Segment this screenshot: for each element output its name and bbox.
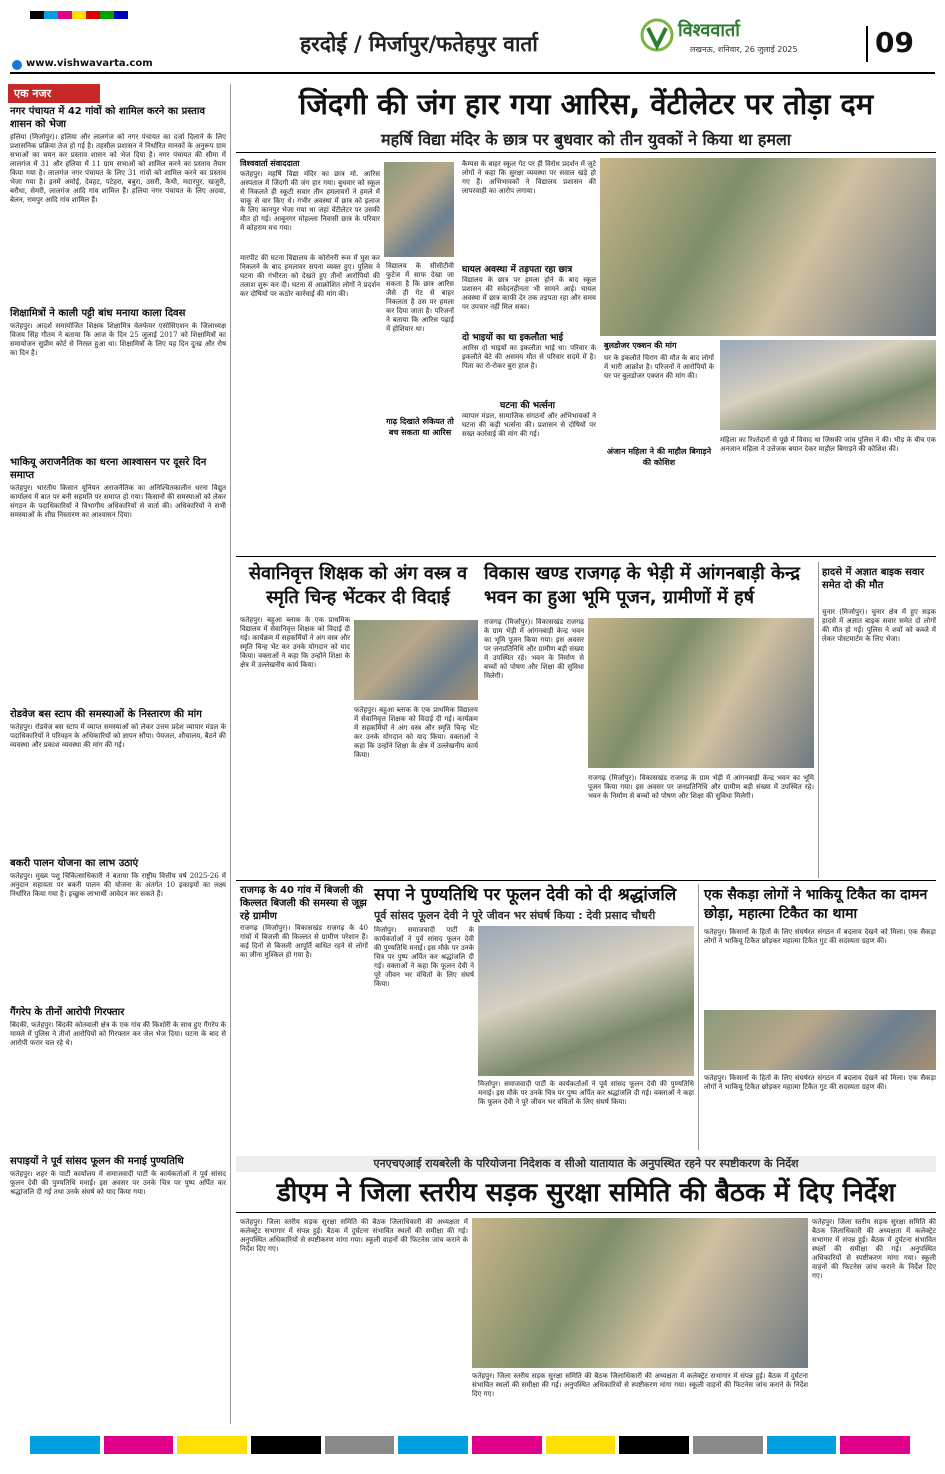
accident-headline: हादसे में अज्ञात बाइक सवार समेत दो की मौत: [822, 567, 925, 591]
sidebar-story-title: बकरी पालन योजना का लाभ उठाएं: [10, 858, 139, 869]
teacher-photo: [354, 620, 478, 700]
footer-registration-bar: [30, 1436, 910, 1458]
sidebar: [8, 84, 231, 1424]
teacher-headline: सेवानिवृत्त शिक्षक को अंग वस्त्र व स्मृति चिन्ह भेंटकर दी विदाई: [248, 563, 468, 608]
bku-photo: [704, 1010, 936, 1070]
lead-sub-3: घटना की भर्त्सना: [500, 401, 556, 411]
lead-body-1: फतेहपुर। महर्षि विद्या मंदिर का छात्र मो. आरिस अस्पताल में जिंदगी की जंग हार गया। बुधवार को स्कूल से निकलते ही स्कूटी सवार तीन हमलावरों ने हमले में चाकू से वार किए थे। गंभीर अवस्था में छात्र को इलाज के लिए कानपुर भेजा गया था जहां वेंटीलेटर पर उसकी मौत हो गई। आबूनगर मोहल्ला निवासी छात्र के परिवार में कोहराम मच गया।: [240, 170, 380, 232]
sidebar-story-body: फतेहपुर। मुख्य पशु चिकित्साधिकारी ने बताया कि राष्ट्रीय वित्तीय वर्ष 2025-26 में अनुदान सहायता पर बकरी पालन की योजना के अंतर्गत 10 इकाइयों का लक्ष्य निर्धारित किया गया है। इच्छुक लाभार्थी आवेदन कर सकते हैं।: [10, 872, 226, 898]
sidebar-story-body: हलिया (मिर्जापुर)। हलिया और लालगंज को नगर पंचायत का दर्जा दिलाने के लिए प्रशासनिक प्रक्रिया तेज हो गई है। तहसील प्रशासन ने निर्धारित मानकों के अनुरूप ग्राम सभाओं का चयन कर प्रस्ताव शासन को भेज दिया है। नगर पंचायत की सीमा में लालगंज में 31 और हलिया में 11 ग्राम सभाओं को शामिल करने का प्रस्ताव तैयार किया गया है। लालगंज नगर पंचायत के लिए 31 गांवों को शामिल करने का प्रस्ताव भेजा गया है। इनमें अमोई, देवहट, पटेहरा, बबुरा, उसरी, कैथी, मदारपुर, खजुरी, बरौधा, सेमरी, लालगंज आदि गांव शामिल हैं। हलिया नगर पंचायत के लिए अदवा, बेलन, रामपुर आदि गांव शामिल हैं।: [10, 133, 226, 204]
phoolan-subhead: पूर्व सांसद फूलन देवी ने पूरे जीवन भर संघर्ष किया : देवी प्रसाद चौधरी: [374, 909, 656, 922]
phoolan-photo: [478, 926, 694, 1076]
sidebar-story-title: सपाइयों ने पूर्व सांसद फूलन की मनाई पुण्यतिथि: [10, 1156, 184, 1167]
sidebar-story: [10, 857, 226, 1002]
sidebar-story-title: गैंगरेप के तीनों आरोपी गिरफ्तार: [10, 1007, 125, 1018]
power-headline: राजगढ़ के 40 गांव में बिजली की किल्लत बिजली की समस्या से जूझ रहे ग्रामीण: [240, 885, 367, 922]
road-body: फतेहपुर। जिला स्तरीय सड़क सुरक्षा समिति की बैठक जिलाधिकारी की अध्यक्षता में कलेक्ट्रेट सभागार में संपन्न हुई। बैठक में दुर्घटना संभावित स्थलों की समीक्षा की गई। अनुपस्थित अधिकारियों से स्पष्टीकरण मांगा गया। स्कूली वाहनों की फिटनेस जांच कराने के निर्देश दिए गए।: [240, 1218, 468, 1253]
phoolan-body: मिर्जापुर। समाजवादी पार्टी के कार्यकर्ताओं ने पूर्व सांसद फूलन देवी की पुण्यतिथि मनाई। इस मौके पर उनके चित्र पर पुष्प अर्पित कर श्रद्धांजलि दी गई। वक्ताओं ने कहा कि फूलन देवी ने पूरे जीवन भर वंचितों के लिए संघर्ष किया।: [374, 926, 474, 988]
sidebar-story-body: फतेहपुर। शहर के पार्टी कार्यालय में समाजवादी पार्टी के कार्यकर्ताओं ने पूर्व सांसद फूलन देवी की पुण्यतिथि मनाई। इस अवसर पर उनके चित्र पर पुष्प अर्पित कर श्रद्धांजलि दी गई तथा उनके संघर्ष को याद किया गया।: [10, 1170, 226, 1196]
color-registration-bar: [30, 4, 150, 12]
anganwadi-body-2: राजगढ़ (मिर्जापुर)। विकासखंड राजगढ़ के ग्राम भेड़ी में आंगनबाड़ी केन्द्र भवन का भूमि पूजन किया गया। इस अवसर पर जनप्रतिनिधि और ग्रामीण बड़ी संख्या में उपस्थित रहे। भवन के निर्माण से बच्चों को पोषण और शिक्षा की सुविधा मिलेगी।: [588, 774, 814, 800]
lead-sub-1: घायल अवस्था में तड़पता रहा छात्र: [462, 265, 573, 275]
lead-sub-2: दो भाइयों का था इकलौता भाई: [462, 333, 564, 343]
anganwadi-headline: विकास खण्ड राजगढ़ के भेड़ी में आंगनबाड़ी केन्द्र भवन का हुआ भूमि पूजन, ग्रामीणों में हर्ष: [484, 563, 800, 608]
globe-icon: [12, 60, 22, 70]
lead-body-4: कैम्पस के बाहर स्कूल गेट पर ही विरोध प्रदर्शन में जुटे लोगों ने कहा कि सुरक्षा व्यवस्था पर सवाल खड़े हो गए हैं। अभिभावकों ने विद्यालय प्रशासन की लापरवाही का आरोप लगाया।: [462, 160, 596, 195]
sidebar-story-title: रोडवेज बस स्टाप की समस्याओं के निस्तारण की मांग: [10, 709, 202, 720]
lead-caption-2: बुलडोजर एक्शन की मांग: [604, 341, 677, 350]
header-section-title: हरदोई / मिर्जापुर/फतेहपुर वार्ता: [300, 32, 538, 56]
anganwadi-photo: [588, 618, 814, 768]
phoolan-headline: सपा ने पुण्यतिथि पर फूलन देवी को दी श्रद्धांजलि: [374, 885, 677, 905]
dateline: लखनऊ, शनिवार, 26 जुलाई 2025: [690, 45, 798, 54]
lead-body-2: मारपीट की घटना विद्यालय के कोरोनरी रूम में घुस कर निकलने के बाद हमलावर सपना व्यक्त हुए। पुलिस ने घटना की गंभीरता को देखते हुए तीनों आरोपियों की तलाश शुरू कर दी। घटना से आक्रोशित लोगों ने प्रदर्शन कर दोषियों पर कठोर कार्रवाई की मांग की।: [240, 254, 380, 298]
lead-body-5: विद्यालय के छात्र पर हमला होने के बाद स्कूल प्रशासन की संवेदनहीनता भी सामने आई। घायल अवस्था में छात्र काफी देर तक तड़पता रहा और समय पर उपचार नहीं मिल सका।: [462, 276, 596, 311]
road-body-2: फतेहपुर। जिला स्तरीय सड़क सुरक्षा समिति की बैठक जिलाधिकारी की अध्यक्षता में कलेक्ट्रेट सभागार में संपन्न हुई। बैठक में दुर्घटना संभावित स्थलों की समीक्षा की गई। अनुपस्थित अधिकारियों से स्पष्टीकरण मांगा गया। स्कूली वाहनों की फिटनेस जांच कराने के निर्देश दिए गए।: [472, 1372, 808, 1398]
sidebar-story-title: भाकियू अराजनैतिक का धरना आश्वासन पर दूसरे दिन समाप्त: [10, 457, 207, 481]
bku-body: फतेहपुर। किसानों के हितों के लिए संघर्षरत संगठन में बदलाव देखने को मिला। एक सैकड़ा लोगों ने भाकियू टिकैत छोड़कर महात्मा टिकैत गुट की सदस्यता ग्रहण की।: [704, 928, 936, 945]
sidebar-story: [10, 708, 226, 853]
sidebar-story: [10, 456, 226, 704]
logo-icon: [640, 18, 674, 52]
lead-headline: जिंदगी की जंग हार गया आरिस, वेंटीलेटर पर तोड़ा दम: [298, 87, 874, 121]
phoolan-body-2: मिर्जापुर। समाजवादी पार्टी के कार्यकर्ताओं ने पूर्व सांसद फूलन देवी की पुण्यतिथि मनाई। इस मौके पर उनके चित्र पर पुष्प अर्पित कर श्रद्धांजलि दी गई। वक्ताओं ने कहा कि फूलन देवी ने पूरे जीवन भर वंचितों के लिए संघर्ष किया।: [478, 1080, 694, 1106]
teacher-body: फतेहपुर। बहुआ ब्लाक के एक प्राथमिक विद्यालय में सेवानिवृत्त शिक्षक को विदाई दी गई। कार्यक्रम में सहकर्मियों ने अंग वस्त्र और स्मृति चिन्ह भेंट कर उनके योगदान को याद किया। वक्ताओं ने कहा कि उन्होंने शिक्षा के क्षेत्र में उल्लेखनीय कार्य किया।: [240, 616, 350, 669]
brand-name: विश्ववार्ता: [678, 20, 740, 41]
page-number: 09: [875, 26, 914, 59]
crowd-photo: [720, 340, 936, 430]
accident-body: चुनार (मिर्जापुर)। चुनार क्षेत्र में हुए सड़क हादसे में अज्ञात बाइक सवार समेत दो लोगों की मौत हो गई। पुलिस ने शवों को कब्जे में लेकर पोस्टमार्टम के लिए भेजा।: [822, 608, 936, 643]
road-headline: डीएम ने जिला स्तरीय सड़क सुरक्षा समिति की बैठक में दिए निर्देश: [276, 1178, 896, 1208]
lead-caption-1: गाढ़ दिखाते रुकियत तो बच सकता था आरिस: [386, 417, 454, 437]
lead-body-6: आरिस दो भाइयों का इकलौता भाई था। परिवार के इकलौते बेटे की असमय मौत से परिवार सदमे में है। पिता का रो-रोकर बुरा हाल है।: [462, 344, 596, 370]
sidebar-story: [10, 1155, 226, 1300]
sidebar-story: [10, 1006, 226, 1151]
sidebar-story-title: नगर पंचायत में 42 गांवों को शामिल करने का प्रस्ताव शासन को भेजा: [10, 106, 206, 130]
sidebar-story-body: फतेहपुर। रोडवेज बस स्टाप में व्याप्त समस्याओं को लेकर उत्तम प्रदेश व्यापार मंडल के पदाधिकारियों ने परिवहन के अधिकारियों को ज्ञापन सौंपा। पेयजल, शौचालय, बैठने की व्यवस्था और प्रकाश व्यवस्था की मांग की गई।: [10, 723, 226, 749]
sidebar-story-title: शिक्षामित्रों ने काली पट्टी बांध मनाया काला दिवस: [10, 308, 186, 319]
sidebar-story-body: बिंदकी, फतेहपुर। बिंदकी कोतवाली क्षेत्र के एक गांव की किशोरी के साथ हुए गैंगरेप के मामले में पुलिस ने तीनों आरोपियों को गिरफ्तार कर जेल भेज दिया। घटना के बाद से आरोपी फरार चल रहे थे।: [10, 1021, 226, 1047]
bku-body-2: फतेहपुर। किसानों के हितों के लिए संघर्षरत संगठन में बदलाव देखने को मिला। एक सैकड़ा लोगों ने भाकियू टिकैत छोड़कर महात्मा टिकैत गुट की सदस्यता ग्रहण की।: [704, 1074, 936, 1091]
lead-subhead: महर्षि विद्या मंदिर के छात्र पर बुधवार को तीन युवकों ने किया था हमला: [381, 130, 791, 149]
sidebar-label: एक नजर: [8, 84, 100, 103]
sidebar-story: [10, 105, 226, 303]
sidebar-story-body: फतेहपुर। आदर्श समायोजित शिक्षक शिक्षामित्र वेलफेयर एसोसिएशन के जिलाध्यक्ष विजय सिंह गौतम ने बताया कि आज के दिन 25 जुलाई 2017 को शिक्षामित्रों का समायोजन सुप्रीम कोर्ट से निरस्त हुआ था। शिक्षामित्रों के लिए यह दिन दुःख और रोष का दिन है।: [10, 322, 226, 357]
lead-body-9: महिला का रिश्तेदारों से पूछे में विवाद था जिसकी जांच पुलिस ने की। भीड़ के बीच एक अनजान महिला ने उत्तेजक बयान देकर माहौल बिगाड़ने की कोशिश की।: [720, 436, 936, 453]
sidebar-story: [10, 307, 226, 452]
website-url[interactable]: www.vishwavarta.com: [26, 58, 153, 69]
student-photo: [384, 162, 454, 257]
lead-body-8: घर के इकलौते चिराग की मौत के बाद लोगों में भारी आक्रोश है। परिजनों ने आरोपियों के घर पर बुलडोजर एक्शन की मांग की।: [604, 354, 714, 380]
lead-byline: विश्ववार्ता संवाददाता: [240, 159, 300, 168]
sidebar-story-body: फतेहपुर। भारतीय किसान यूनियन अराजनैतिक का अनिश्चितकालीन धरना विद्युत कार्यालय में बात पर बनी सहमति पर समाप्त हो गया। किसानों की समस्याओं को लेकर संगठन के पदाधिकारियों ने विभागीय अधिकारियों से वार्ता की। अधिकारियों ने सभी समस्याओं के शीघ्र निस्तारण का आश्वासन दिया।: [10, 484, 226, 519]
teacher-body-2: फतेहपुर। बहुआ ब्लाक के एक प्राथमिक विद्यालय में सेवानिवृत्त शिक्षक को विदाई दी गई। कार्यक्रम में सहकर्मियों ने अंग वस्त्र और स्मृति चिन्ह भेंट कर उनके योगदान को याद किया। वक्ताओं ने कहा कि उन्होंने शिक्षा के क्षेत्र में उल्लेखनीय कार्य किया।: [354, 706, 478, 759]
meeting-photo: [472, 1218, 808, 1368]
lead-caption-3: अंजान महिला ने की माहौल बिगाड़ने की कोशिश: [606, 447, 712, 467]
lead-body-7: व्यापार मंडल, सामाजिक संगठनों और अभिभावकों ने घटना की कड़ी भर्त्सना की। प्रशासन से दोषियों पर सख्त कार्रवाई की मांग की गई।: [462, 412, 596, 438]
power-body: राजगढ़ (मिर्जापुर)। विकासखंड राजगढ़ के 40 गांवों में बिजली की किल्लत से ग्रामीण परेशान हैं। कई दिनों से बिजली आपूर्ति बाधित रहने से लोगों का जीना मुश्किल हो गया है।: [240, 924, 368, 959]
bku-headline: एक सैकड़ा लोगों ने भाकियू टिकैत का दामन छोड़ा, महात्मा टिकैत का थामा: [704, 887, 928, 922]
anganwadi-body: राजगढ़ (मिर्जापुर)। विकासखंड राजगढ़ के ग्राम भेड़ी में आंगनबाड़ी केन्द्र भवन का भूमि पूजन किया गया। इस अवसर पर जनप्रतिनिधि और ग्रामीण बड़ी संख्या में उपस्थित रहे। भवन के निर्माण से बच्चों को पोषण और शिक्षा की सुविधा मिलेगी।: [484, 618, 584, 680]
road-kicker: एनएचएआई रायबरेली के परियोजना निदेशक व सीओ यातायात के अनुपस्थित रहने पर स्पष्टीकरण के निर्देश: [373, 1157, 799, 1170]
road-body-3: फतेहपुर। जिला स्तरीय सड़क सुरक्षा समिति की बैठक जिलाधिकारी की अध्यक्षता में कलेक्ट्रेट सभागार में संपन्न हुई। बैठक में दुर्घटना संभावित स्थलों की समीक्षा की गई। अनुपस्थित अधिकारियों से स्पष्टीकरण मांगा गया। स्कूली वाहनों की फिटनेस जांच कराने के निर्देश दिए गए।: [812, 1218, 936, 1280]
protest-photo: [600, 158, 936, 336]
lead-body-3: विद्यालय के सीसीटीवी फुटेज में साफ देखा जा सकता है कि छात्र आरिस जैसे ही गेट से बाहर निकलता है उस पर हमला कर दिया जाता है। परिजनों ने बताया कि आरिस पढ़ाई में होशियार था।: [386, 262, 454, 333]
